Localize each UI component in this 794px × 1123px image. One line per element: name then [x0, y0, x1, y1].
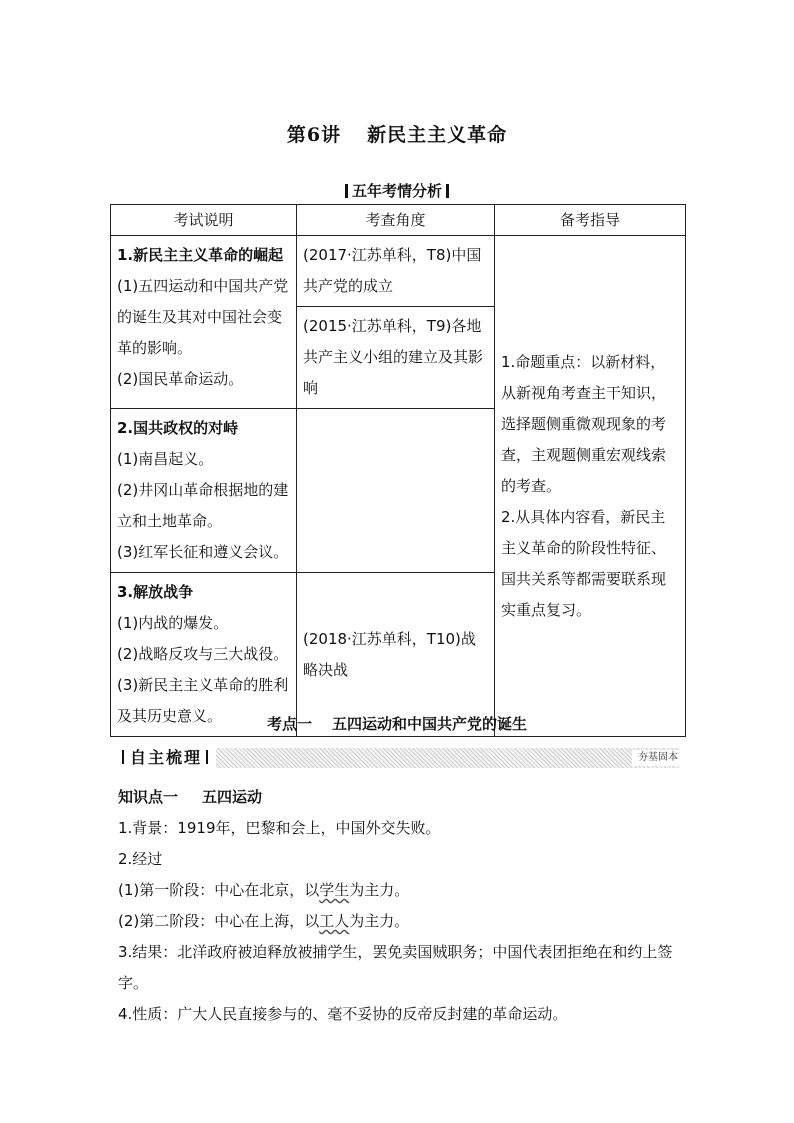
- stage2-text: (2)第二阶段：中心在上海，以: [118, 912, 320, 930]
- desc-section-3: [111, 573, 297, 737]
- section-heading: 1.新民主主义革命的崛起: [117, 246, 284, 264]
- header-exam-description: 考试说明: [111, 205, 297, 236]
- header-prep-guidance: 备考指导: [495, 205, 686, 236]
- angle-cell: (2018·江苏单科，T10)战略决战: [297, 573, 495, 737]
- table-header-row: [111, 205, 686, 236]
- section-heading: 3.解放战争: [117, 583, 194, 601]
- section-item: (2)战略反攻与三大战役。: [117, 645, 289, 663]
- stage1-key: 学生: [319, 881, 350, 899]
- exam-point-label: 考点一: [266, 715, 312, 733]
- process-line: 2.经过: [118, 850, 163, 868]
- self-study-bar: [118, 748, 680, 768]
- section-item: (1)五四运动和中国共产党的诞生及其对中国社会变革的影响。: [117, 277, 289, 357]
- lecture-number: 第6讲: [286, 124, 342, 146]
- section-item: (1)内战的爆发。: [117, 614, 229, 632]
- label-left-bar: [122, 750, 124, 764]
- section-item: (2)国民革命运动。: [117, 370, 244, 388]
- self-study-label: [118, 748, 216, 768]
- guidance-item: 1.命题重点：以新材料，从新视角考查主干知识，选择题侧重微观现象的考查，主观题侧重宏观线索的考查。: [501, 352, 667, 495]
- stage1-line: [118, 875, 683, 906]
- knowledge-label: 知识点一: [118, 788, 179, 806]
- foundation-tag: 夯基固本: [632, 750, 680, 766]
- result-line: 3.结果：北洋政府被迫释放被捕学生，罢免卖国贼职务；中国代表团拒绝在和约上签字。: [118, 943, 673, 992]
- angle-cell: (2017·江苏单科，T8)中国共产党的成立: [297, 236, 495, 307]
- section-item: (3)新民主主义革命的胜利及其历史意义。: [117, 676, 289, 725]
- nature-line: 4.性质：广大人民直接参与的、毫不妥协的反帝反封建的革命运动。: [118, 1005, 568, 1023]
- stage1-text: (1)第一阶段：中心在北京，以: [118, 881, 320, 899]
- table-row: [111, 236, 686, 307]
- stage2-line: [118, 906, 683, 937]
- stage2-key: 工人: [319, 912, 350, 930]
- header-exam-angle: 考查角度: [297, 205, 495, 236]
- angle-cell: (2015·江苏单科，T9)各地共产主义小组的建立及其影响: [297, 307, 495, 409]
- exam-point-heading: [0, 713, 794, 734]
- desc-section-1: [111, 236, 297, 409]
- knowledge-content: [118, 782, 683, 1030]
- banner-text: 五年考情分析: [351, 182, 442, 200]
- exam-analysis-table: [110, 204, 686, 737]
- section-item: (3)红军长征和遵义会议。: [117, 543, 289, 561]
- angle-cell: [297, 409, 495, 573]
- label-right-bar: [206, 750, 208, 764]
- guidance-cell: [495, 236, 686, 737]
- exam-point-title: 五四运动和中国共产党的诞生: [332, 715, 528, 733]
- banner-left-bar: [345, 184, 348, 198]
- desc-section-2: [111, 409, 297, 573]
- section-item: (1)南昌起义。: [117, 450, 214, 468]
- guidance-item: 2.从具体内容看，新民主主义革命的阶段性特征、国共关系等都需要联系现实重点复习。: [501, 507, 667, 619]
- knowledge-title: 五四运动: [202, 788, 263, 806]
- section-banner: [0, 180, 794, 201]
- page-title: [0, 120, 794, 147]
- lecture-title: 新民主主义革命: [367, 124, 508, 146]
- section-heading: 2.国共政权的对峙: [117, 419, 239, 437]
- section-item: (2)井冈山革命根据地的建立和土地革命。: [117, 481, 289, 530]
- banner-right-bar: [446, 184, 449, 198]
- knowledge-point-heading: [118, 782, 683, 813]
- stage2-text-end: 为主力。: [349, 912, 410, 930]
- stage1-text-end: 为主力。: [349, 881, 410, 899]
- self-study-text: 自主梳理: [130, 748, 203, 767]
- background-line: 1.背景：1919年，巴黎和会上，中国外交失败。: [118, 819, 441, 837]
